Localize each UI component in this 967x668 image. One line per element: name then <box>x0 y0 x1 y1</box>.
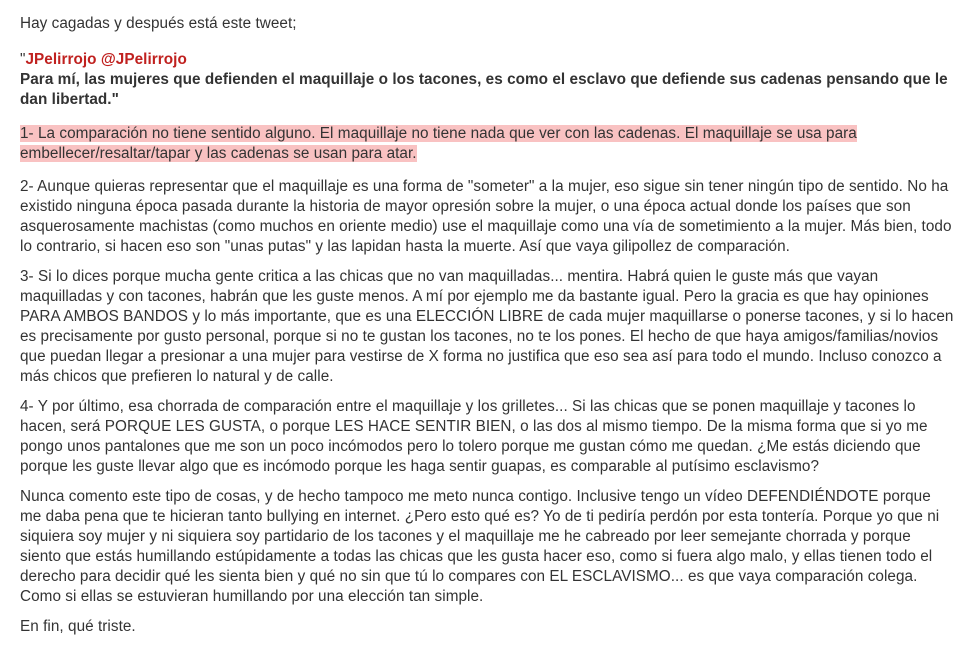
closing-text: En fin, qué triste. <box>20 618 136 635</box>
paragraph-5: Nunca comento este tipo de cosas, y de hecho tampoco me meto nunca contigo. Inclusive tengo un vídeo DEFENDIÉNDOTE porque me daba pena que te hicieran tanto bullying en internet. ¿Pero esto qué es? Yo de ti pediría perdón por esta tontería. Porque yo que ni siquiera soy mujer y ni siquiera soy partidario de los tacones y el maquillaje me he cabreado por leer semejante chorrada y porque siento que estás humillando estúpidamente a todas las chicas que les gusta hacer eso, como si fuera algo malo, y ellas tienen todo el derecho para decidir qué les sienta bien y qué no sin que tú lo compares con EL ESCLAVISMO... es que vaya comparación colega. Como si ellas se estuvieran humillando por una elección tan simple. <box>20 488 940 605</box>
paragraph-3: 3- Si lo dices porque mucha gente critica a las chicas que no van maquilladas... mentira. Habrá quien le guste más que vayan maquilladas y con tacones, habrán que les guste menos. A mí por ejemplo me da bastante igual. Pero la gracia es que hay opiniones PARA AMBOS BANDOS y lo más importante, que es una ELECCIÓN LIBRE de cada mujer maquillarse o ponerse tacones, y si lo hacen es precisamente por gusto personal, porque si no te gustan los tacones, no te los pones. El hecho de que haya amigos/familias/novios que puedan llegar a presionar a una mujer para vestirse de X forma no justifica que eso sea así para todo el mundo. Incluso conozco a más chicos que prefieren lo natural y de calle. <box>20 268 954 385</box>
quote-open-mark: " <box>20 51 26 68</box>
paragraph-2: 2- Aunque quieras representar que el maquillaje es una forma de "someter" a la mujer, eso sigue sin tener ningún tipo de sentido. No ha existido ninguna época pasada durante la historia de mayor opresión sobre la mujer, o una época actual donde los países que son asquerosamente machistas (como muchos en oriente medio) use el maquillaje como una vía de sometimiento a la mujer. Más bien, todo lo contrario, si hacen eso son "unas putas" y las lapidan hasta la muerte. Así que vaya gilipollez de comparación. <box>20 178 952 255</box>
quote-text: Para mí, las mujeres que defienden el maquillaje o los tacones, es como el esclavo que defiende sus cadenas pensando que le dan libertad." <box>20 71 948 108</box>
quoted-tweet <box>20 50 955 110</box>
quote-author: JPelirrojo @JPelirrojo <box>25 51 187 68</box>
paragraph-4: 4- Y por último, esa chorrada de comparación entre el maquillaje y los grilletes... Si las chicas que se ponen maquillaje y tacones lo hacen, será PORQUE LES GUSTA, o porque LES HACE SENTIR BIEN, o las dos al mismo tiempo. De la misma forma que si yo me pongo unos pantalones que me son un poco incómodos pero lo tolero porque me gustan cómo me quedan. ¿Me estás diciendo que porque les guste llevar algo que es incómodo porque les haga sentir guapas, es comparable al putísimo esclavismo? <box>20 398 928 475</box>
highlighted-paragraph-text: 1- La comparación no tiene sentido alguno. El maquillaje no tiene nada que ver con las cadenas. El maquillaje se usa para embellecer/resaltar/tapar y las cadenas se usan para atar. <box>20 125 857 162</box>
paragraph-1 <box>20 124 955 164</box>
intro-text: Hay cagadas y después está este tweet; <box>20 15 297 32</box>
post-body <box>20 14 955 647</box>
